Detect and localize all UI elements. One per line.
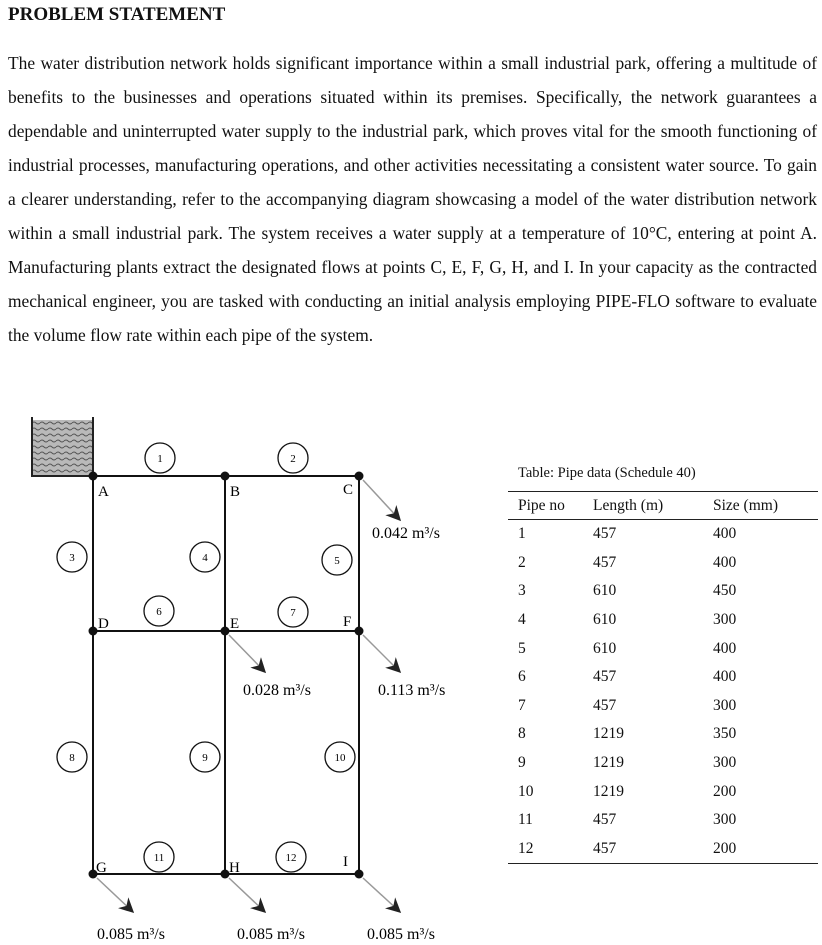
node-I <box>355 870 364 879</box>
outflow-arrow-H <box>229 878 265 912</box>
table-row <box>508 663 818 692</box>
pipe-number-label: 6 <box>156 606 162 618</box>
node-label-I: I <box>343 854 348 870</box>
cell-size: 400 <box>713 639 737 657</box>
table-row <box>508 692 818 721</box>
node-label-B: B <box>230 484 241 500</box>
cell-pipe-no: 8 <box>518 725 526 743</box>
cell-length: 457 <box>593 525 617 543</box>
cell-pipe-no: 5 <box>518 639 526 657</box>
cell-size: 400 <box>713 553 737 571</box>
table-row <box>508 749 818 778</box>
cell-length: 1219 <box>593 725 624 743</box>
node-B <box>221 472 230 481</box>
cell-length: 610 <box>593 639 617 657</box>
table-row <box>508 520 818 549</box>
cell-size: 450 <box>713 582 737 600</box>
node-A <box>89 472 98 481</box>
cell-size: 300 <box>713 754 737 772</box>
outflow-arrow-F <box>363 635 400 672</box>
table-row <box>508 835 818 864</box>
cell-size: 350 <box>713 725 737 743</box>
cell-pipe-no: 3 <box>518 582 526 600</box>
pipe-number-label: 5 <box>334 555 340 567</box>
cell-size: 200 <box>713 782 737 800</box>
node-E <box>221 627 230 636</box>
node-label-G: G <box>96 860 107 876</box>
outflow-label-I: 0.085 m³/s <box>367 926 435 943</box>
header-pipe-no: Pipe no <box>508 492 592 520</box>
node-label-H: H <box>229 860 240 876</box>
cell-length: 1219 <box>593 782 624 800</box>
table-row <box>508 720 818 749</box>
cell-size: 300 <box>713 611 737 629</box>
table-row <box>508 549 818 578</box>
pipe-number-label: 11 <box>153 852 165 864</box>
table-row <box>508 606 818 635</box>
table-row <box>508 806 818 835</box>
cell-length: 457 <box>593 811 617 829</box>
cell-size: 400 <box>713 525 737 543</box>
table-row <box>508 634 818 663</box>
node-label-A: A <box>98 484 109 500</box>
pipe-number-label: 10 <box>334 752 346 764</box>
outflow-label-G: 0.085 m³/s <box>97 926 165 943</box>
cell-size: 300 <box>713 811 737 829</box>
pipe-number-label: 12 <box>285 852 297 864</box>
node-D <box>89 627 98 636</box>
cell-pipe-no: 4 <box>518 611 526 629</box>
cell-size: 300 <box>713 696 737 714</box>
pipe-number-label: 3 <box>69 552 75 564</box>
table-caption: Table: Pipe data (Schedule 40) <box>518 465 696 481</box>
cell-pipe-no: 11 <box>518 811 533 829</box>
pipe-number-label: 8 <box>69 752 75 764</box>
outflow-arrow-G <box>97 878 133 912</box>
cell-length: 457 <box>593 839 617 857</box>
node-label-E: E <box>230 616 240 632</box>
cell-length: 457 <box>593 668 617 686</box>
page-title: PROBLEM STATEMENT <box>8 4 226 25</box>
node-label-D: D <box>98 616 109 632</box>
cell-pipe-no: 10 <box>518 782 534 800</box>
outflow-label-F: 0.113 m³/s <box>378 682 446 699</box>
pipe-data-table-wrap <box>508 465 818 864</box>
cell-pipe-no: 9 <box>518 754 526 772</box>
cell-pipe-no: 7 <box>518 696 526 714</box>
outflow-label-C: 0.042 m³/s <box>372 525 440 542</box>
pipe-number-label: 9 <box>202 752 208 764</box>
outflow-arrow-E <box>229 635 265 672</box>
cell-length: 1219 <box>593 754 624 772</box>
outflow-arrow-C <box>363 480 400 520</box>
cell-length: 610 <box>593 611 617 629</box>
header-size: Size (mm) <box>712 492 818 520</box>
node-label-F: F <box>343 614 352 630</box>
outflow-arrow-I <box>363 878 400 912</box>
outflow-label-H: 0.085 m³/s <box>237 926 305 943</box>
cell-length: 457 <box>593 696 617 714</box>
pipe-data-table <box>508 491 818 864</box>
reservoir-tank <box>32 417 93 476</box>
pipe-number-label: 4 <box>202 552 208 564</box>
pipe-number-label: 2 <box>290 453 296 465</box>
cell-pipe-no: 12 <box>518 839 534 857</box>
cell-pipe-no: 6 <box>518 668 526 686</box>
cell-pipe-no: 2 <box>518 553 526 571</box>
problem-paragraph: The water distribution network holds significant importance within a small industrial park, offering a multitude of benefits to the businesses and operations situated within its premises. Specifically, the network guarantees a dependable and uninterrupted water supply to the industrial park, which proves vital for the smooth functioning of industrial processes, manufacturing operations, and other activities necessitating a consistent water source. To gain a clearer understanding, refer to the accompanying diagram showcasing a model of the water distribution network within a small industrial park. The system receives a water supply at a temperature of 10°C, entering at point A. Manufacturing plants extract the designated flows at points C, E, F, G, H, and I. In your capacity as the contracted mechanical engineer, you are tasked with conducting an initial analysis employing PIPE-FLO software to evaluate the volume flow rate within each pipe of the system. <box>8 53 817 345</box>
cell-pipe-no: 1 <box>518 525 526 543</box>
node-label-C: C <box>343 482 354 498</box>
node-C <box>355 472 364 481</box>
cell-size: 400 <box>713 668 737 686</box>
pipe-number-label: 7 <box>290 607 296 619</box>
cell-length: 457 <box>593 553 617 571</box>
header-length: Length (m) <box>592 492 712 520</box>
node-F <box>355 627 364 636</box>
table-row <box>508 777 818 806</box>
outflow-label-E: 0.028 m³/s <box>243 682 311 699</box>
cell-length: 610 <box>593 582 617 600</box>
table-row <box>508 577 818 606</box>
cell-size: 200 <box>713 839 737 857</box>
pipe-number-label: 1 <box>157 453 163 465</box>
